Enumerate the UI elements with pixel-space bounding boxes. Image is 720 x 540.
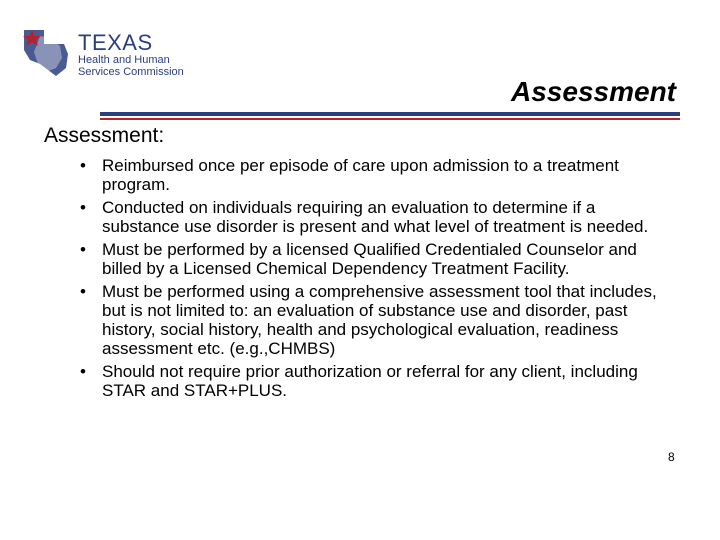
- bullet-text: Reimbursed once per episode of care upon admission to a treatment program.: [102, 156, 619, 194]
- title-rule-navy: [100, 112, 680, 116]
- logo-line-2: Services Commission: [78, 66, 184, 78]
- bullet-icon: •: [80, 198, 86, 217]
- section-heading: Assessment:: [44, 124, 165, 147]
- bullet-item: [80, 362, 670, 400]
- bullet-text: Must be performed using a comprehensive assessment tool that includes, but is not limited to: an evaluation of substance use and disorder, past history, social history, health and psychological evaluation, readiness assessment etc. (e.g.,CHMBS): [102, 282, 657, 358]
- title-rule-red: [100, 118, 680, 120]
- bullet-text: Must be performed by a licensed Qualified Credentialed Counselor and billed by a Licensed Chemical Dependency Treatment Facility.: [102, 240, 637, 278]
- bullet-list: [80, 156, 670, 404]
- hhsc-logo: [20, 24, 200, 80]
- logo-wordmark: [78, 32, 184, 78]
- bullet-icon: •: [80, 240, 86, 259]
- bullet-item: [80, 240, 670, 278]
- bullet-icon: •: [80, 156, 86, 175]
- bullet-item: [80, 198, 670, 236]
- texas-star-logo-icon: [20, 24, 76, 80]
- bullet-icon: •: [80, 362, 86, 381]
- page-number: 8: [668, 450, 675, 464]
- slide-title: Assessment: [511, 76, 676, 107]
- logo-line-1: Health and Human: [78, 54, 170, 66]
- bullet-item: [80, 156, 670, 194]
- bullet-text: Conducted on individuals requiring an evaluation to determine if a substance use disorder is present and what level of treatment is needed.: [102, 198, 649, 236]
- bullet-icon: •: [80, 282, 86, 301]
- bullet-item: [80, 282, 670, 358]
- logo-name: TEXAS: [78, 30, 153, 55]
- bullet-text: Should not require prior authorization or referral for any client, including STAR and STAR+PLUS.: [102, 362, 638, 400]
